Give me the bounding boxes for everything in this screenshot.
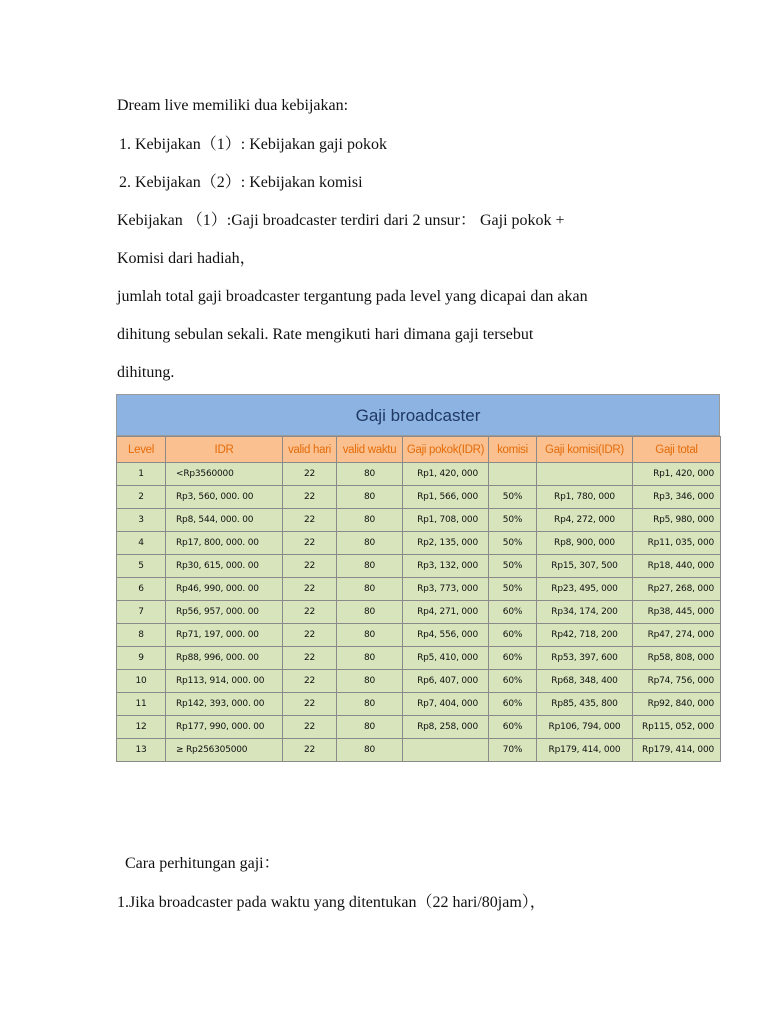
cell-valid-hari: 22 (283, 739, 337, 762)
cell-gaji-komisi: Rp106, 794, 000 (537, 716, 633, 739)
cell-valid-hari: 22 (283, 647, 337, 670)
header-level: Level (117, 437, 166, 463)
policy-paragraph-line-2: Komisi dari hadiah， (117, 250, 256, 267)
cell-valid-hari: 22 (283, 716, 337, 739)
cell-gaji-pokok: Rp2, 135, 000 (403, 532, 489, 555)
intro-text: Dream live memiliki dua kebijakan: (117, 97, 349, 114)
cell-gaji-komisi: Rp8, 900, 000 (537, 532, 633, 555)
cell-valid-waktu: 80 (337, 647, 403, 670)
cell-gaji-pokok: Rp3, 132, 000 (403, 555, 489, 578)
table-row (117, 486, 721, 509)
cell-level: 9 (117, 647, 166, 670)
cell-valid-hari: 22 (283, 578, 337, 601)
cell-gaji-komisi: Rp68, 348, 400 (537, 670, 633, 693)
cell-level: 2 (117, 486, 166, 509)
cell-gaji-pokok: Rp5, 410, 000 (403, 647, 489, 670)
table-row (117, 578, 721, 601)
table-row (117, 601, 721, 624)
cell-gaji-komisi: Rp42, 718, 200 (537, 624, 633, 647)
cell-valid-hari: 22 (283, 601, 337, 624)
cell-valid-waktu: 80 (337, 716, 403, 739)
cell-idr: ≥ Rp256305000 (166, 739, 283, 762)
cell-valid-waktu: 80 (337, 532, 403, 555)
cell-gaji-total: Rp92, 840, 000 (633, 693, 721, 716)
policy-paragraph-line-3: jumlah total gaji broadcaster tergantung pada level yang dicapai dan akan (117, 288, 588, 305)
policy-paragraph-line-1: Kebijakan （1）:Gaji broadcaster terdiri dari 2 unsur： Gaji pokok + (117, 212, 565, 229)
cell-gaji-total: Rp27, 268, 000 (633, 578, 721, 601)
cell-valid-waktu: 80 (337, 670, 403, 693)
cell-idr: Rp113, 914, 000. 00 (166, 670, 283, 693)
cell-valid-waktu: 80 (337, 739, 403, 762)
cell-gaji-pokok: Rp1, 566, 000 (403, 486, 489, 509)
cell-gaji-komisi: Rp23, 495, 000 (537, 578, 633, 601)
cell-valid-waktu: 80 (337, 509, 403, 532)
cell-valid-hari: 22 (283, 532, 337, 555)
cell-gaji-pokok: Rp4, 271, 000 (403, 601, 489, 624)
table-row (117, 624, 721, 647)
cell-komisi: 50% (489, 486, 537, 509)
cell-gaji-pokok (403, 739, 489, 762)
salary-table (116, 394, 720, 762)
cell-valid-hari: 22 (283, 509, 337, 532)
cell-level: 7 (117, 601, 166, 624)
cell-valid-hari: 22 (283, 693, 337, 716)
cell-level: 13 (117, 739, 166, 762)
table-row (117, 670, 721, 693)
table-row (117, 647, 721, 670)
cell-valid-waktu: 80 (337, 601, 403, 624)
cell-level: 6 (117, 578, 166, 601)
cell-gaji-total: Rp3, 346, 000 (633, 486, 721, 509)
table-row (117, 532, 721, 555)
table-row (117, 739, 721, 762)
cell-komisi: 50% (489, 578, 537, 601)
cell-level: 12 (117, 716, 166, 739)
cell-gaji-total: Rp5, 980, 000 (633, 509, 721, 532)
header-valid-hari: valid hari (283, 437, 337, 463)
policy-item-2: 2. Kebijakan（2）: Kebijakan komisi (119, 174, 363, 191)
table-title: Gaji broadcaster (116, 394, 720, 436)
cell-gaji-total: Rp179, 414, 000 (633, 739, 721, 762)
cell-gaji-total: Rp115, 052, 000 (633, 716, 721, 739)
cell-idr: <Rp3560000 (166, 463, 283, 486)
cell-valid-waktu: 80 (337, 486, 403, 509)
cell-gaji-komisi: Rp15, 307, 500 (537, 555, 633, 578)
salary-grid (116, 436, 721, 762)
cell-level: 10 (117, 670, 166, 693)
table-row (117, 716, 721, 739)
cell-level: 5 (117, 555, 166, 578)
cell-gaji-total: Rp1, 420, 000 (633, 463, 721, 486)
table-row (117, 463, 721, 486)
cell-komisi: 50% (489, 509, 537, 532)
cell-komisi: 70% (489, 739, 537, 762)
cell-idr: Rp56, 957, 000. 00 (166, 601, 283, 624)
cell-gaji-pokok: Rp6, 407, 000 (403, 670, 489, 693)
cell-gaji-komisi: Rp85, 435, 800 (537, 693, 633, 716)
cell-valid-waktu: 80 (337, 578, 403, 601)
cell-gaji-total: Rp18, 440, 000 (633, 555, 721, 578)
cell-gaji-total: Rp11, 035, 000 (633, 532, 721, 555)
header-komisi: komisi (489, 437, 537, 463)
cell-idr: Rp71, 197, 000. 00 (166, 624, 283, 647)
cell-level: 8 (117, 624, 166, 647)
cell-gaji-pokok: Rp7, 404, 000 (403, 693, 489, 716)
header-gaji-komisi: Gaji komisi(IDR) (537, 437, 633, 463)
table-row (117, 555, 721, 578)
cell-level: 3 (117, 509, 166, 532)
cell-valid-hari: 22 (283, 463, 337, 486)
cell-gaji-pokok: Rp4, 556, 000 (403, 624, 489, 647)
cell-valid-hari: 22 (283, 555, 337, 578)
cell-valid-waktu: 80 (337, 693, 403, 716)
policy-paragraph-line-5: dihitung. (117, 364, 175, 381)
cell-level: 4 (117, 532, 166, 555)
cell-idr: Rp177, 990, 000. 00 (166, 716, 283, 739)
cell-idr: Rp8, 544, 000. 00 (166, 509, 283, 532)
cell-gaji-komisi: Rp1, 780, 000 (537, 486, 633, 509)
header-valid-waktu: valid waktu (337, 437, 403, 463)
cell-idr: Rp142, 393, 000. 00 (166, 693, 283, 716)
cell-idr: Rp46, 990, 000. 00 (166, 578, 283, 601)
calculation-heading: Cara perhitungan gaji： (125, 855, 280, 872)
cell-gaji-total: Rp74, 756, 000 (633, 670, 721, 693)
cell-gaji-total: Rp38, 445, 000 (633, 601, 721, 624)
cell-idr: Rp17, 800, 000. 00 (166, 532, 283, 555)
cell-valid-waktu: 80 (337, 555, 403, 578)
header-idr: IDR (166, 437, 283, 463)
cell-gaji-komisi: Rp179, 414, 000 (537, 739, 633, 762)
cell-komisi: 60% (489, 693, 537, 716)
cell-komisi: 60% (489, 647, 537, 670)
calculation-step-1: 1.Jika broadcaster pada waktu yang ditentukan（22 hari/80jam）， (117, 894, 546, 911)
cell-komisi (489, 463, 537, 486)
policy-paragraph-line-4: dihitung sebulan sekali. Rate mengikuti hari dimana gaji tersebut (117, 326, 534, 343)
header-row (117, 437, 721, 463)
cell-komisi: 60% (489, 601, 537, 624)
cell-idr: Rp88, 996, 000. 00 (166, 647, 283, 670)
cell-komisi: 50% (489, 555, 537, 578)
cell-gaji-komisi: Rp53, 397, 600 (537, 647, 633, 670)
cell-komisi: 60% (489, 670, 537, 693)
cell-gaji-total: Rp58, 808, 000 (633, 647, 721, 670)
cell-gaji-pokok: Rp3, 773, 000 (403, 578, 489, 601)
cell-valid-waktu: 80 (337, 624, 403, 647)
table-row (117, 693, 721, 716)
cell-komisi: 50% (489, 532, 537, 555)
cell-komisi: 60% (489, 624, 537, 647)
cell-valid-hari: 22 (283, 486, 337, 509)
policy-item-1: 1. Kebijakan（1）: Kebijakan gaji pokok (119, 136, 387, 153)
cell-gaji-komisi: Rp4, 272, 000 (537, 509, 633, 532)
cell-gaji-komisi (537, 463, 633, 486)
cell-idr: Rp30, 615, 000. 00 (166, 555, 283, 578)
header-gaji-pokok: Gaji pokok(IDR) (403, 437, 489, 463)
cell-level: 1 (117, 463, 166, 486)
cell-gaji-pokok: Rp1, 708, 000 (403, 509, 489, 532)
cell-valid-hari: 22 (283, 670, 337, 693)
cell-gaji-pokok: Rp8, 258, 000 (403, 716, 489, 739)
cell-idr: Rp3, 560, 000. 00 (166, 486, 283, 509)
header-gaji-total: Gaji total (633, 437, 721, 463)
cell-level: 11 (117, 693, 166, 716)
cell-gaji-total: Rp47, 274, 000 (633, 624, 721, 647)
table-row (117, 509, 721, 532)
cell-gaji-pokok: Rp1, 420, 000 (403, 463, 489, 486)
cell-valid-waktu: 80 (337, 463, 403, 486)
cell-valid-hari: 22 (283, 624, 337, 647)
cell-komisi: 60% (489, 716, 537, 739)
cell-gaji-komisi: Rp34, 174, 200 (537, 601, 633, 624)
